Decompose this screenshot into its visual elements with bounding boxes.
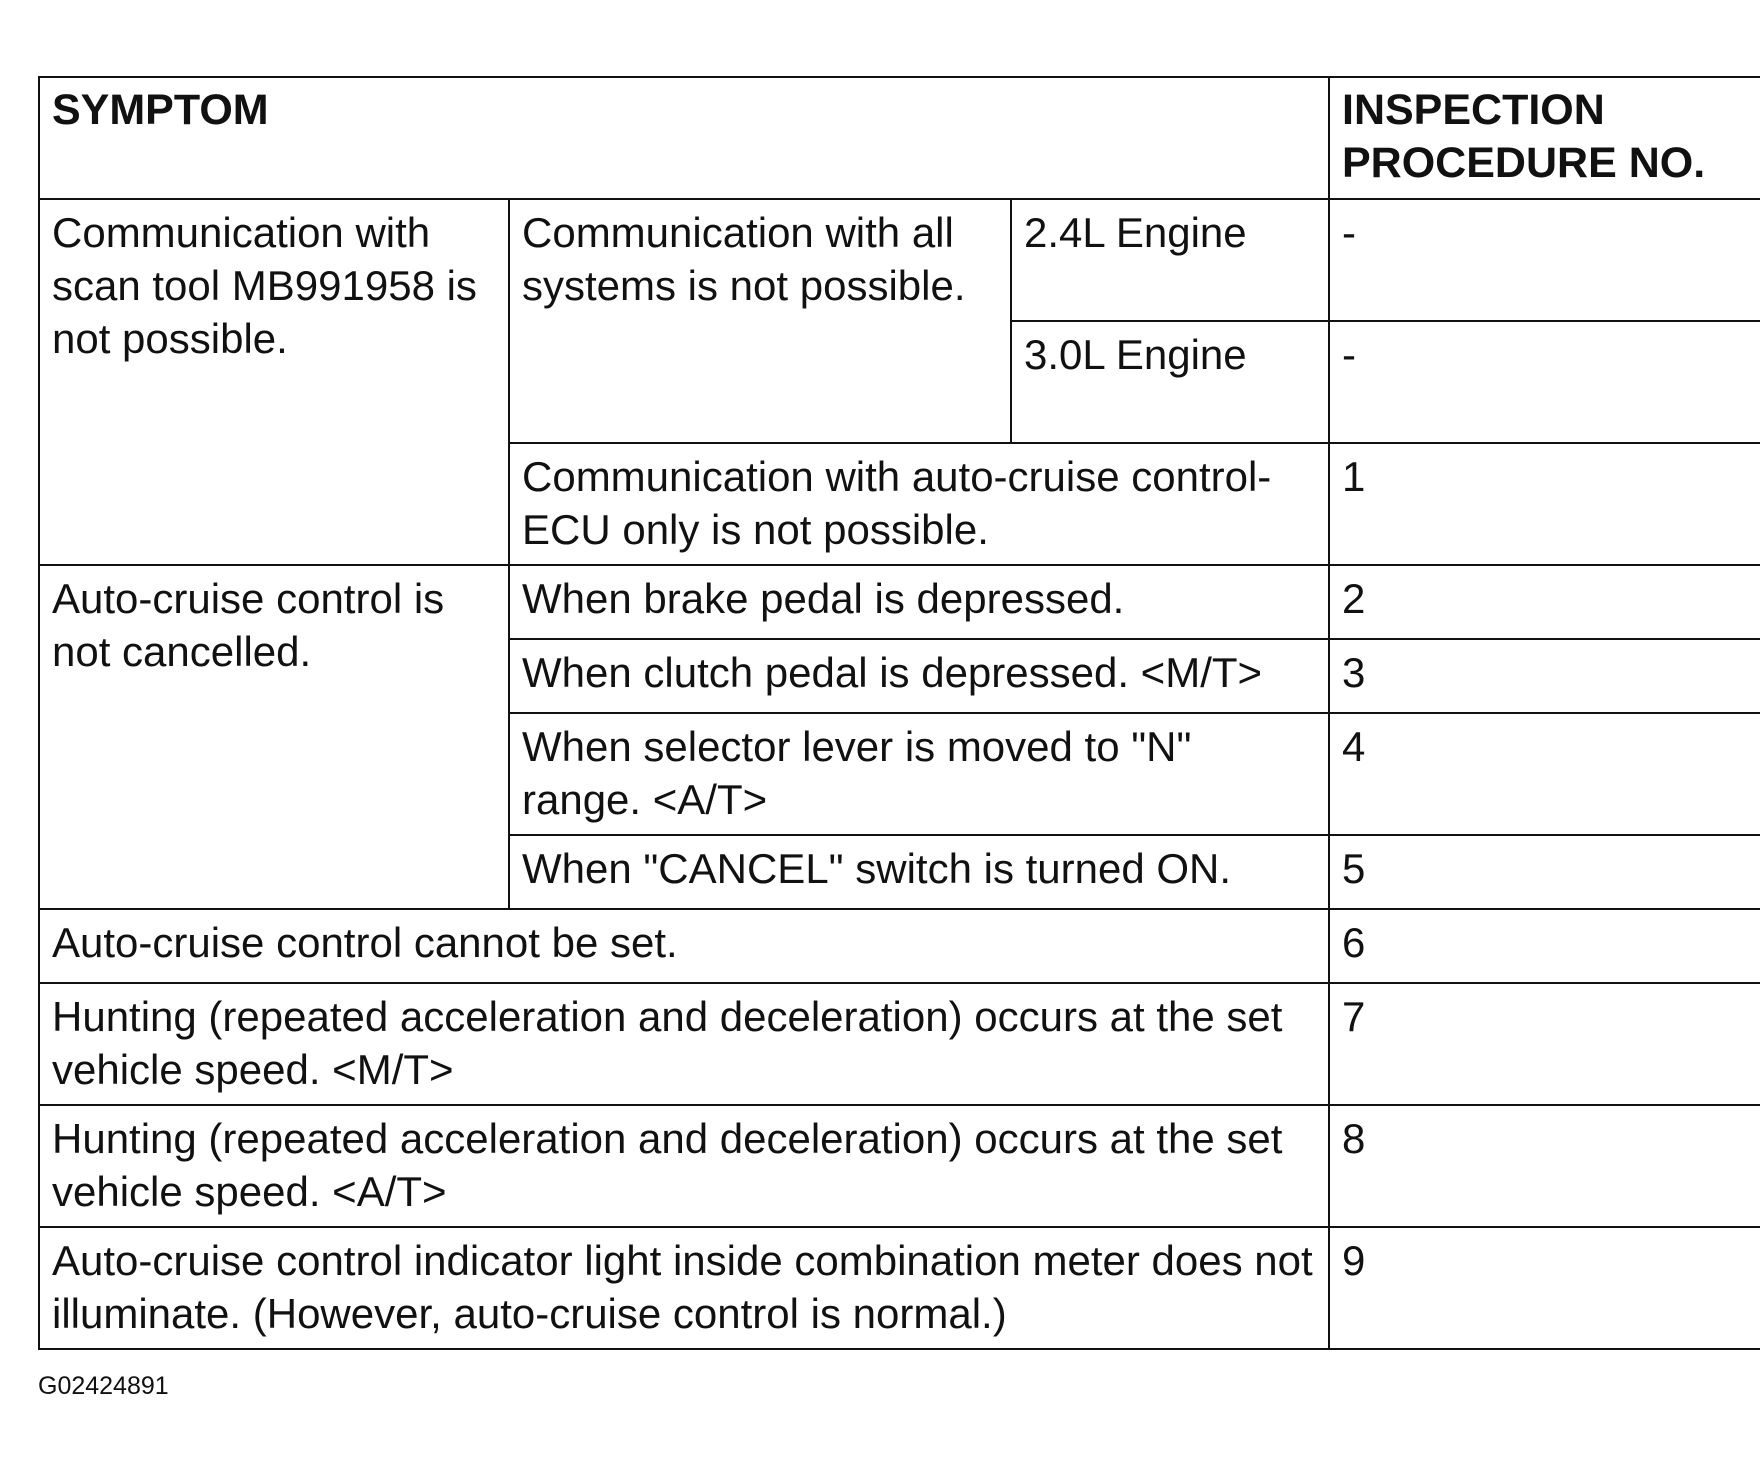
table-row: [39, 565, 1760, 639]
procedure-number: 8: [1329, 1105, 1760, 1227]
symptom-ecu-only: Communication with auto-cruise control-ECU only is not possible.: [509, 443, 1329, 565]
symptom-indicator-light: Auto-cruise control indicator light inside combination meter does not illuminate. (However, auto-cruise control is normal.): [39, 1227, 1329, 1349]
procedure-number: 3: [1329, 639, 1760, 713]
table-row: [39, 1105, 1760, 1227]
cancel-condition: When "CANCEL" switch is turned ON.: [509, 835, 1329, 909]
table-row: [39, 1227, 1760, 1349]
procedure-number: 5: [1329, 835, 1760, 909]
symptom-cannot-set: Auto-cruise control cannot be set.: [39, 909, 1329, 983]
procedure-number: 9: [1329, 1227, 1760, 1349]
symptom-hunting-mt: Hunting (repeated acceleration and deceleration) occurs at the set vehicle speed. <M/T>: [39, 983, 1329, 1105]
diagnosis-table: [38, 76, 1760, 1350]
symptom-communication: Communication with scan tool MB991958 is not possible.: [39, 199, 509, 565]
cancel-condition: When clutch pedal is depressed. <M/T>: [509, 639, 1329, 713]
procedure-number: 1: [1329, 443, 1760, 565]
procedure-number: 4: [1329, 713, 1760, 835]
procedure-header: INSPECTION PROCEDURE NO.: [1329, 77, 1760, 199]
cancel-condition: When selector lever is moved to "N" range. <A/T>: [509, 713, 1329, 835]
table-row: [39, 983, 1760, 1105]
engine-30l: 3.0L Engine: [1011, 321, 1329, 443]
procedure-number: 2: [1329, 565, 1760, 639]
symptom-not-cancelled: Auto-cruise control is not cancelled.: [39, 565, 509, 909]
procedure-number: -: [1329, 321, 1760, 443]
procedure-number: 6: [1329, 909, 1760, 983]
table-row: [39, 909, 1760, 983]
procedure-number: -: [1329, 199, 1760, 321]
symptom-all-systems: Communication with all systems is not possible.: [509, 199, 1011, 443]
table-row: [39, 199, 1760, 321]
symptom-hunting-at: Hunting (repeated acceleration and deceleration) occurs at the set vehicle speed. <A/T>: [39, 1105, 1329, 1227]
procedure-number: 7: [1329, 983, 1760, 1105]
table-header-row: [39, 77, 1760, 199]
symptom-header: SYMPTOM: [39, 77, 1329, 199]
cancel-condition: When brake pedal is depressed.: [509, 565, 1329, 639]
engine-24l: 2.4L Engine: [1011, 199, 1329, 321]
figure-id: G02424891: [38, 1372, 169, 1400]
